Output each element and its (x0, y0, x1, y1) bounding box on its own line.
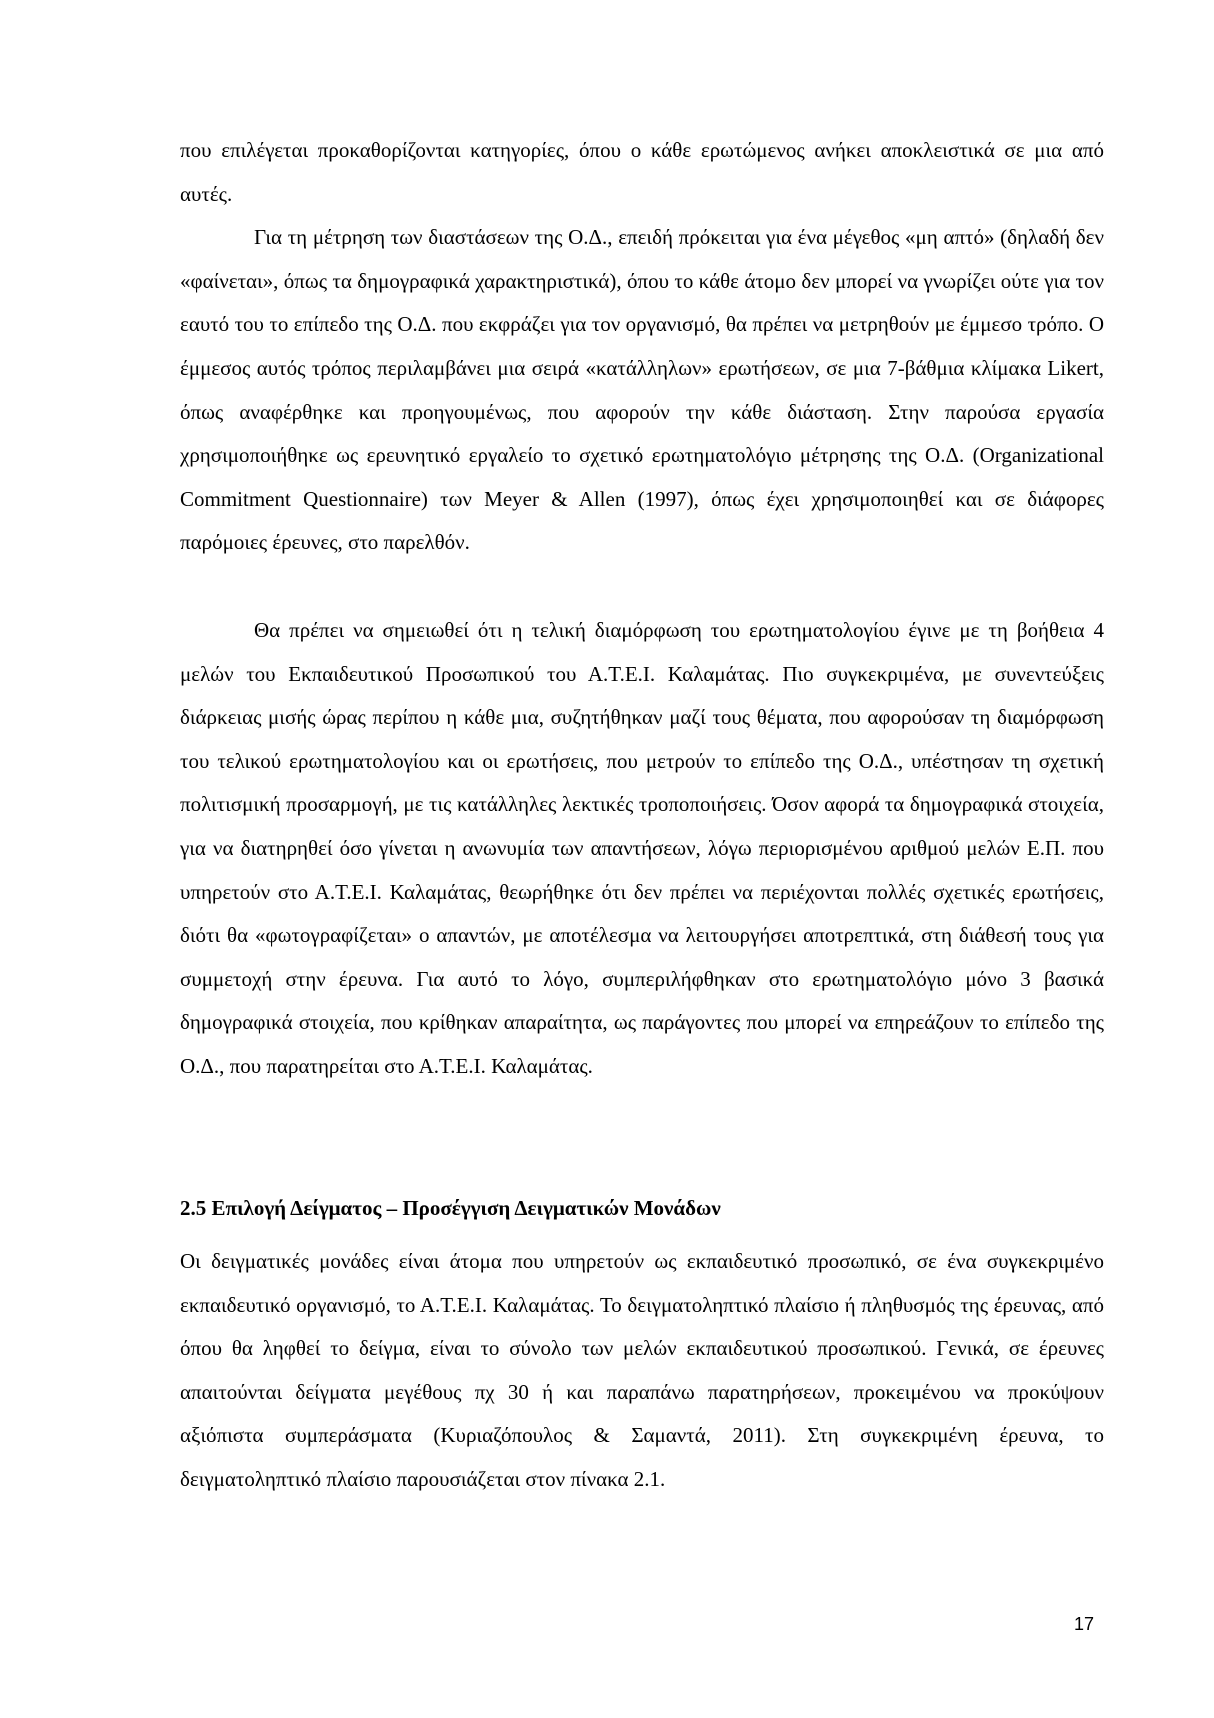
paragraph-sampling-units: Οι δειγματικές μονάδες είναι άτομα που υπηρετούν ως εκπαιδευτικό προσωπικό, σε ένα συγκεκριμένο εκπαιδευτικό οργανισμό, το Α.Τ.Ε.Ι. Καλαμάτας. Το δειγματοληπτικό πλαίσιο ή πληθυσμός της έρευνας, από όπου θα ληφθεί το δείγμα, είναι το σύνολο των μελών εκπαιδευτικού προσωπικού. Γενικά, σε έρευνες απαιτούνται δείγματα μεγέθους πχ 30 ή και παραπάνω παρατηρήσεων, προκειμένου να προκύψουν αξιόπιστα συμπεράσματα (Κυριαζόπουλος & Σαμαντά, 2011). Στη συγκεκριμένη έρευνα, το δειγματοληπτικό πλαίσιο παρουσιάζεται στον πίνακα 2.1. (180, 1249, 1104, 1491)
text-block-top (180, 129, 1104, 565)
paragraph-measurement: Για τη μέτρηση των διαστάσεων της Ο.Δ., επειδή πρόκειται για ένα μέγεθος «μη απτό» (δηλαδή δεν «φαίνεται», όπως τα δημογραφικά χαρακτηριστικά), όπου το κάθε άτομο δεν μπορεί να γνωρίζει ούτε για τον εαυτό του το επίπεδο της Ο.Δ. που εκφράζει για τον οργανισμό, θα πρέπει να μετρηθούν με έμμεσο τρόπο. Ο έμμεσος αυτός τρόπος περιλαμβάνει μια σειρά «κατάλληλων» ερωτήσεων, σε μια 7-βάθμια κλίμακα Likert, όπως αναφέρθηκε και προηγουμένως, που αφορούν την κάθε διάσταση. Στην παρούσα εργασία χρησιμοποιήθηκε ως ερευνητικό εργαλείο το σχετικό ερωτηματολόγιο μέτρησης της Ο.Δ. (Organizational Commitment Questionnaire) των Meyer & Allen (1997), όπως έχει χρησιμοποιηθεί και σε διάφορες παρόμοιες έρευνες, στο παρελθόν. (180, 225, 1104, 555)
paragraph-continuation: που επιλέγεται προκαθορίζονται κατηγορίες, όπου ο κάθε ερωτώμενος ανήκει αποκλειστικά σε μια από αυτές. (180, 138, 1104, 206)
section-heading: 2.5 Επιλογή Δείγματος – Προσέγγιση Δειγματικών Μονάδων (180, 1196, 721, 1220)
text-block-bottom (180, 1240, 1104, 1502)
paragraph-questionnaire-formation: Θα πρέπει να σημειωθεί ότι η τελική διαμόρφωση του ερωτηματολογίου έγινε με τη βοήθεια 4 μελών του Εκπαιδευτικού Προσωπικού του Α.Τ.Ε.Ι. Καλαμάτας. Πιο συγκεκριμένα, με συνεντεύξεις διάρκειας μισής ώρας περίπου η κάθε μια, συζητήθηκαν μαζί τους θέματα, που αφορούσαν τη διαμόρφωση του τελικού ερωτηματολογίου και οι ερωτήσεις, που μετρούν το επίπεδο της Ο.Δ., υπέστησαν τη σχετική πολιτισμική προσαρμογή, με τις κατάλληλες λεκτικές τροποποιήσεις. Όσον αφορά τα δημογραφικά στοιχεία, για να διατηρηθεί όσο γίνεται η ανωνυμία των απαντήσεων, λόγω περιορισμένου αριθμού μελών Ε.Π. που υπηρετούν στο Α.Τ.Ε.Ι. Καλαμάτας, θεωρήθηκε ότι δεν πρέπει να περιέχονται πολλές σχετικές ερωτήσεις, διότι θα «φωτογραφίζεται» ο απαντών, με αποτέλεσμα να λειτουργήσει αποτρεπτικά, στη διάθεσή τους για συμμετοχή στην έρευνα. Για αυτό το λόγο, συμπεριλήφθηκαν στο ερωτηματολόγιο μόνο 3 βασικά δημογραφικά στοιχεία, που κρίθηκαν απαραίτητα, ως παράγοντες που μπορεί να επηρεάζουν το επίπεδο της Ο.Δ., που παρατηρείται στο Α.Τ.Ε.Ι. Καλαμάτας. (180, 618, 1104, 1078)
text-block-middle (180, 609, 1104, 1089)
page-number: 17 (1074, 1614, 1095, 1634)
